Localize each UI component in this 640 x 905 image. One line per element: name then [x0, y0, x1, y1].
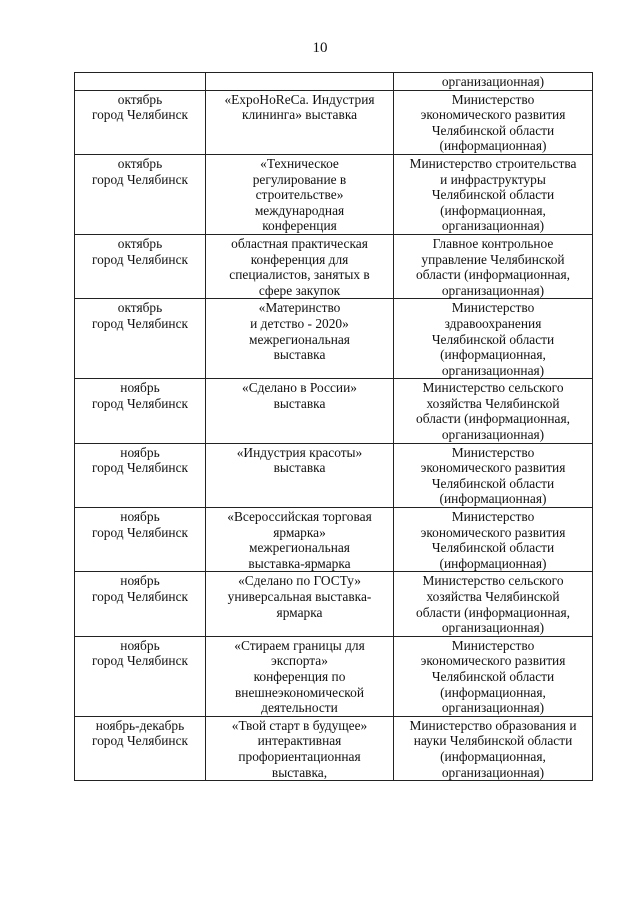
date-place-cell: октябрь город Челябинск	[75, 154, 206, 234]
date-place-cell: ноябрь-декабрь город Челябинск	[75, 716, 206, 780]
date-place-cell: октябрь город Челябинск	[75, 234, 206, 298]
organizer-cell: Главное контрольное управление Челябинской области (информационная, организационная)	[394, 234, 593, 298]
table-row	[75, 443, 593, 507]
organizer-cell: Министерство здравоохранения Челябинской области (информационная, организационная)	[394, 299, 593, 379]
organizer-cell: организационная)	[394, 73, 593, 91]
date-place-cell: ноябрь город Челябинск	[75, 443, 206, 507]
table-row	[75, 508, 593, 572]
table-row	[75, 299, 593, 379]
organizer-cell: Министерство экономического развития Челябинской области (информационная)	[394, 90, 593, 154]
table-row	[75, 73, 593, 91]
event-cell: «Твой старт в будущее» интерактивная профориентационная выставка,	[206, 716, 394, 780]
event-cell: «Индустрия красоты» выставка	[206, 443, 394, 507]
table-row	[75, 90, 593, 154]
table-row	[75, 154, 593, 234]
event-cell: «Сделано по ГОСТу» универсальная выставка- ярмарка	[206, 572, 394, 636]
date-place-cell: ноябрь город Челябинск	[75, 572, 206, 636]
event-cell: «ExpoHoReCa. Индустрия клининга» выставка	[206, 90, 394, 154]
date-place-cell: ноябрь город Челябинск	[75, 379, 206, 443]
events-table	[74, 72, 593, 781]
date-place-cell: октябрь город Челябинск	[75, 90, 206, 154]
table-row	[75, 716, 593, 780]
table-row	[75, 572, 593, 636]
date-place-cell: октябрь город Челябинск	[75, 299, 206, 379]
page-number: 10	[312, 40, 328, 56]
date-place-cell: ноябрь город Челябинск	[75, 508, 206, 572]
event-cell: «Всероссийская торговая ярмарка» межрегиональная выставка-ярмарка	[206, 508, 394, 572]
event-cell: областная практическая конференция для специалистов, занятых в сфере закупок	[206, 234, 394, 298]
date-place-cell: ноябрь город Челябинск	[75, 636, 206, 716]
organizer-cell: Министерство экономического развития Челябинской области (информационная, организационная)	[394, 636, 593, 716]
organizer-cell: Министерство экономического развития Челябинской области (информационная)	[394, 508, 593, 572]
organizer-cell: Министерство строительства и инфраструктуры Челябинской области (информационная, организационная)	[394, 154, 593, 234]
table-row	[75, 379, 593, 443]
event-cell: «Материнство и детство - 2020» межрегиональная выставка	[206, 299, 394, 379]
organizer-cell: Министерство сельского хозяйства Челябинской области (информационная, организационная)	[394, 572, 593, 636]
table-row	[75, 636, 593, 716]
event-cell: «Сделано в России» выставка	[206, 379, 394, 443]
organizer-cell: Министерство образования и науки Челябинской области (информационная, организационная)	[394, 716, 593, 780]
event-cell: «Техническое регулирование в строительстве» международная конференция	[206, 154, 394, 234]
organizer-cell: Министерство экономического развития Челябинской области (информационная)	[394, 443, 593, 507]
organizer-cell: Министерство сельского хозяйства Челябинской области (информационная, организационная)	[394, 379, 593, 443]
event-cell	[206, 73, 394, 91]
table-row	[75, 234, 593, 298]
event-cell: «Стираем границы для экспорта» конференция по внешнеэкономической деятельности	[206, 636, 394, 716]
date-place-cell	[75, 73, 206, 91]
